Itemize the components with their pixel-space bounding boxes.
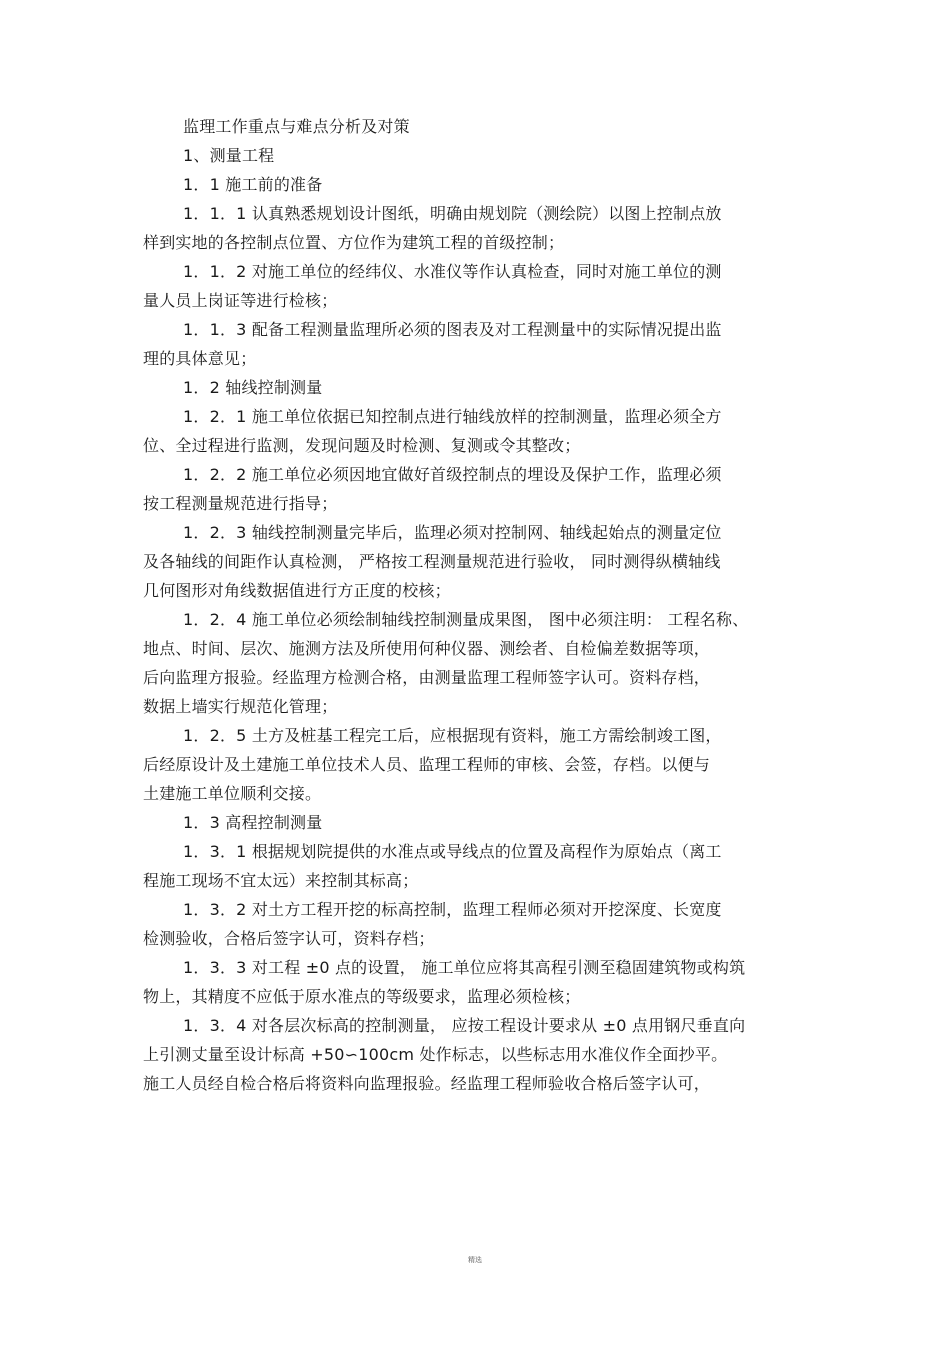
text-line: 1．2．2 施工单位必须因地宜做好首级控制点的埋设及保护工作，监理必须 <box>183 465 722 484</box>
text-line: 1．2．5 土方及桩基工程完工后，应根据现有资料，施工方需绘制竣工图， <box>183 726 722 745</box>
text-line: 1．3．3 对工程 ±0 点的设置， 施工单位应将其高程引测至稳固建筑物或构筑 <box>183 958 746 977</box>
document-body <box>143 118 808 1104</box>
text-line: 1．1．1 认真熟悉规划设计图纸，明确由规划院（测绘院）以图上控制点放 <box>183 204 722 223</box>
text-line: 1．1．2 对施工单位的经纬仪、水准仪等作认真检查，同时对施工单位的测 <box>183 262 722 281</box>
text-line: 1．3 高程控制测量 <box>183 813 323 832</box>
text-line: 1．1．3 配备工程测量监理所必须的图表及对工程测量中的实际情况提出监 <box>183 320 722 339</box>
text-line: 1．2．4 施工单位必须绘制轴线控制测量成果图， 图中必须注明： 工程名称、 <box>183 610 749 629</box>
text-line: 后经原设计及土建施工单位技术人员、监理工程师的审核、会签，存档。以便与 <box>143 755 711 774</box>
text-line: 上引测丈量至设计标高 +50∽100cm 处作标志，以些标志用水准仪作全面抄平。 <box>143 1045 728 1064</box>
text-line: 样到实地的各控制点位置、方位作为建筑工程的首级控制； <box>143 233 565 252</box>
text-line: 1．1 施工前的准备 <box>183 175 323 194</box>
page-footer-label: 精选 <box>468 1256 482 1264</box>
text-line: 1．3．4 对各层次标高的控制测量， 应按工程设计要求从 ±0 点用钢尺垂直向 <box>183 1016 746 1035</box>
text-line: 量人员上岗证等进行检核； <box>143 291 338 310</box>
text-line: 1．3．2 对土方工程开挖的标高控制，监理工程师必须对开挖深度、长宽度 <box>183 900 722 919</box>
text-line: 后向监理方报验。经监理方检测合格，由测量监理工程师签字认可。资料存档， <box>143 668 711 687</box>
text-line: 检测验收，合格后签字认可，资料存档； <box>143 929 435 948</box>
text-line: 1．2．3 轴线控制测量完毕后，监理必须对控制网、轴线起始点的测量定位 <box>183 523 722 542</box>
text-line: 监理工作重点与难点分析及对策 <box>183 117 410 136</box>
text-line: 按工程测量规范进行指导； <box>143 494 338 513</box>
text-line: 理的具体意见； <box>143 349 257 368</box>
text-line: 物上，其精度不应低于原水准点的等级要求，监理必须检核； <box>143 987 581 1006</box>
text-line: 1、测量工程 <box>183 146 275 165</box>
text-line: 1．2．1 施工单位依据已知控制点进行轴线放样的控制测量，监理必须全方 <box>183 407 722 426</box>
text-line: 位、全过程进行监测，发现问题及时检测、复测或令其整改； <box>143 436 581 455</box>
text-line: 土建施工单位顺利交接。 <box>143 784 322 803</box>
text-line: 程施工现场不宜太远）来控制其标高； <box>143 871 419 890</box>
text-line: 及各轴线的间距作认真检测， 严格按工程测量规范进行验收， 同时测得纵横轴线 <box>143 552 721 571</box>
text-line: 数据上墙实行规范化管理； <box>143 697 338 716</box>
text-line: 1．3．1 根据规划院提供的水准点或导线点的位置及高程作为原始点（离工 <box>183 842 722 861</box>
text-line: 地点、时间、层次、施测方法及所使用何种仪器、测绘者、自检偏差数据等项， <box>143 639 711 658</box>
text-line: 1．2 轴线控制测量 <box>183 378 323 397</box>
text-line: 几何图形对角线数据值进行方正度的校核； <box>143 581 451 600</box>
text-line: 施工人员经自检合格后将资料向监理报验。经监理工程师验收合格后签字认可， <box>143 1074 711 1093</box>
